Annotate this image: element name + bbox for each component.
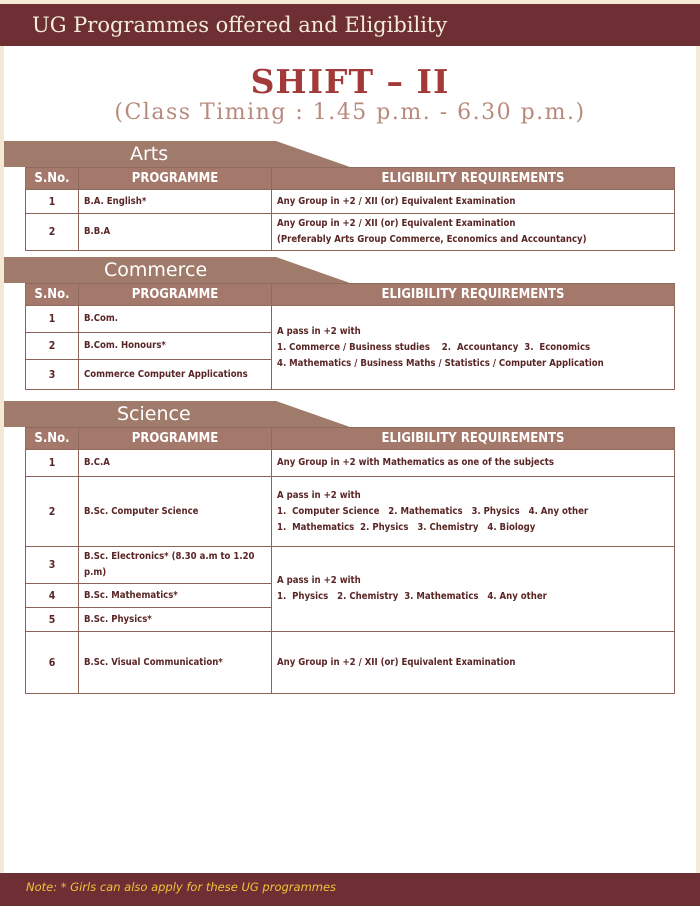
- row-eligibility: Any Group in +2 / XII (or) Equivalent Examination: [272, 190, 675, 214]
- row-eligibility: [272, 477, 675, 547]
- science-group-eligibility: [272, 547, 675, 632]
- commerce-eligibility: [272, 306, 675, 390]
- row-sno: 2: [26, 214, 79, 251]
- row-programme: B.Sc. Visual Communication*: [79, 632, 272, 694]
- top-header-bar: [0, 4, 700, 46]
- row-sno: 1: [26, 306, 79, 333]
- footer-note: Note: * Girls can also apply for these UG programmes: [26, 880, 337, 894]
- commerce-table: [25, 283, 675, 390]
- table-row: [26, 477, 675, 547]
- row-programme: B.Com.: [79, 306, 272, 333]
- col-sno-header: S.No.: [26, 428, 79, 450]
- table-row: [26, 632, 675, 694]
- row-eligibility: Any Group in +2 / XII (or) Equivalent Examination: [272, 632, 675, 694]
- row-programme: B.B.A: [79, 214, 272, 251]
- commerce-section-title: Commerce: [104, 259, 208, 281]
- eligibility-line: 1. Commerce / Business studies 2. Accountancy 3. Economics: [277, 341, 591, 353]
- row-sno: 4: [26, 584, 79, 608]
- eligibility-line: (Preferably Arts Group Commerce, Economics and Accountancy): [277, 234, 587, 245]
- row-programme: B.Com. Honours*: [79, 333, 272, 360]
- col-programme-header: PROGRAMME: [79, 428, 272, 450]
- eligibility-line: 1. Physics 2. Chemistry 3. Mathematics 4. Any other: [277, 591, 547, 602]
- row-sno: 1: [26, 450, 79, 477]
- row-sno: 2: [26, 333, 79, 360]
- eligibility-line: 1. Computer Science 2. Mathematics 3. Physics 4. Any other: [277, 505, 589, 517]
- class-timing: (Class Timing : 1.45 p.m. - 6.30 p.m.): [114, 100, 586, 125]
- row-programme: B.Sc. Physics*: [79, 608, 272, 632]
- row-sno: 3: [26, 360, 79, 390]
- row-eligibility: [272, 214, 675, 251]
- footer-note-bar: [0, 873, 700, 906]
- shift-title: SHIFT – II: [250, 62, 450, 101]
- col-eligibility-header: ELIGIBILITY REQUIREMENTS: [272, 168, 675, 190]
- table-header-row: [26, 284, 675, 306]
- table-row: [26, 547, 675, 584]
- col-sno-header: S.No.: [26, 284, 79, 306]
- page-header-title: UG Programmes offered and Eligibility: [32, 13, 448, 37]
- row-sno: 3: [26, 547, 79, 584]
- science-section-title: Science: [117, 403, 191, 425]
- row-programme: B.A. English*: [79, 190, 272, 214]
- eligibility-line: A pass in +2 with: [277, 489, 361, 501]
- col-eligibility-header: ELIGIBILITY REQUIREMENTS: [272, 428, 675, 450]
- row-sno: 6: [26, 632, 79, 694]
- row-programme: B.Sc. Mathematics*: [79, 584, 272, 608]
- col-programme-header: PROGRAMME: [79, 168, 272, 190]
- table-row: [26, 306, 675, 333]
- table-header-row: [26, 168, 675, 190]
- science-table: [25, 427, 675, 694]
- table-row: [26, 214, 675, 251]
- eligibility-line: Any Group in +2 / XII (or) Equivalent Examination: [277, 218, 516, 229]
- eligibility-line: 1. Mathematics 2. Physics 3. Chemistry 4. Biology: [277, 521, 536, 533]
- row-sno: 5: [26, 608, 79, 632]
- eligibility-line: A pass in +2 with: [277, 575, 361, 586]
- row-eligibility: Any Group in +2 with Mathematics as one of the subjects: [272, 450, 675, 477]
- col-sno-header: S.No.: [26, 168, 79, 190]
- row-sno: 2: [26, 477, 79, 547]
- eligibility-line: 4. Mathematics / Business Maths / Statistics / Computer Application: [277, 357, 604, 369]
- row-programme: B.Sc. Computer Science: [79, 477, 272, 547]
- row-programme: Commerce Computer Applications: [79, 360, 272, 390]
- arts-table: [25, 167, 675, 251]
- eligibility-line: A pass in +2 with: [277, 325, 361, 337]
- table-row: [26, 190, 675, 214]
- row-programme: B.Sc. Electronics* (8.30 a.m to 1.20 p.m): [79, 547, 272, 584]
- table-header-row: [26, 428, 675, 450]
- col-eligibility-header: ELIGIBILITY REQUIREMENTS: [272, 284, 675, 306]
- row-programme: B.C.A: [79, 450, 272, 477]
- row-sno: 1: [26, 190, 79, 214]
- arts-section-title: Arts: [130, 143, 169, 165]
- arts-section-banner: [4, 141, 350, 167]
- col-programme-header: PROGRAMME: [79, 284, 272, 306]
- table-row: [26, 450, 675, 477]
